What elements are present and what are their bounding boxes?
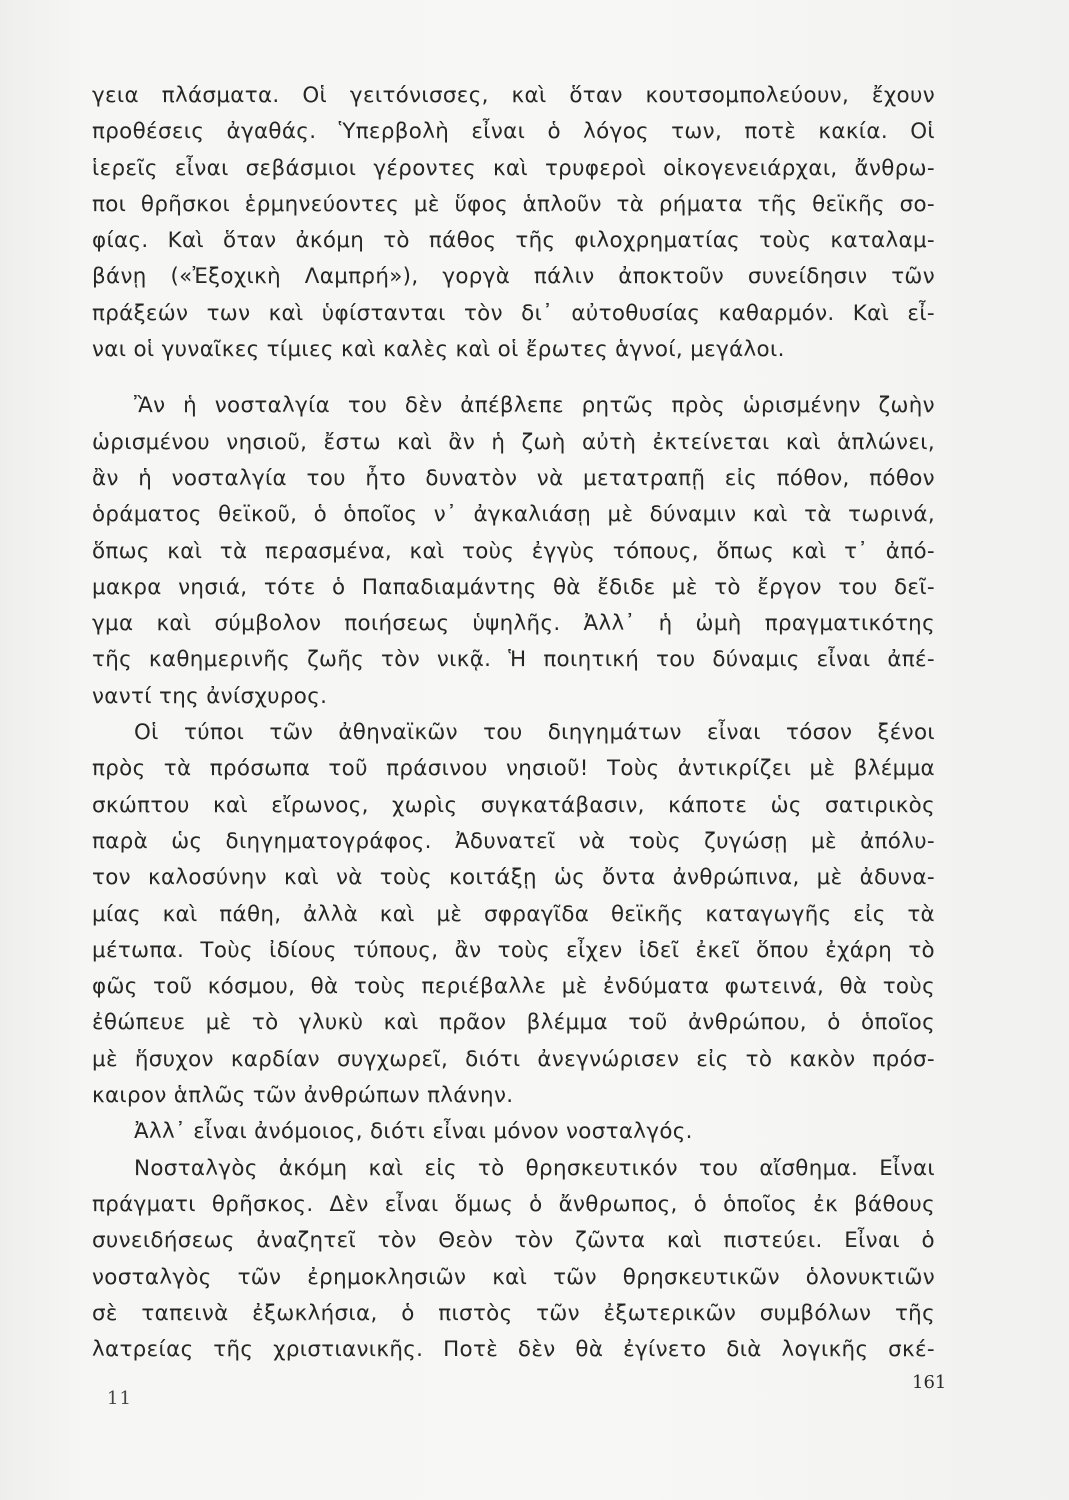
text-line: παρὰ ὡς διηγηματογράφος. Ἀδυνατεῖ νὰ τοὺς ζυγώσῃ μὲ ἀπόλυ- (92, 828, 935, 854)
text-line: ποι θρῆσκοι ἑρμηνεύοντες μὲ ὕφος ἁπλοῦν τὰ ρήματα τῆς θεϊκῆς σο- (92, 191, 935, 217)
text-line: ναι οἱ γυναῖκες τίμιες καὶ καλὲς καὶ οἱ ἔρωτες ἁγνοί, μεγάλοι. (92, 337, 785, 363)
text-line: ὁράματος θεϊκοῦ, ὁ ὁποῖος ν᾽ ἀγκαλιάσῃ μὲ δύναμιν καὶ τὰ τωρινά, (92, 502, 935, 528)
text-line: ὡρισμένου νησιοῦ, ἔστω καὶ ἂν ἡ ζωὴ αὐτὴ ἐκτείνεται καὶ ἁπλώνει, (92, 429, 935, 455)
text-line: ἐθώπευε μὲ τὸ γλυκὺ καὶ πρᾶον βλέμμα τοῦ ἀνθρώπου, ὁ ὁποῖος (92, 1010, 935, 1036)
text-line: τῆς καθημερινῆς ζωῆς τὸν νικᾷ. Ἡ ποιητική του δύναμις εἶναι ἀπέ- (92, 647, 935, 673)
text-line: σὲ ταπεινὰ ἐξωκλήσια, ὁ πιστὸς τῶν ἐξωτερικῶν συμβόλων τῆς (92, 1300, 935, 1326)
text-line: Ἀλλ᾽ εἶναι ἀνόμοιος, διότι εἶναι μόνον νοσταλγός. (134, 1119, 693, 1145)
text-line: πρὸς τὰ πρόσωπα τοῦ πράσινου νησιοῦ! Τοὺς ἀντικρίζει μὲ βλέμμα (92, 756, 935, 782)
page-number: 161 (912, 1372, 947, 1393)
text-line: μέτωπα. Τοὺς ἰδίους τύπους, ἂν τοὺς εἶχεν ἰδεῖ ἐκεῖ ὅπου ἐχάρη τὸ (92, 937, 935, 963)
text-line: Οἱ τύποι τῶν ἀθηναϊκῶν του διηγημάτων εἶναι τόσον ξένοι (134, 720, 935, 746)
text-line: καιρον ἁπλῶς τῶν ἀνθρώπων πλάνην. (92, 1083, 514, 1109)
text-line: γεια πλάσματα. Οἱ γειτόνισσες, καὶ ὅταν κουτσομπολεύουν, ἔχουν (92, 83, 935, 108)
text-line: συνειδήσεως ἀναζητεῖ τὸν Θεὸν τὸν ζῶντα καὶ πιστεύει. Εἶναι ὁ (92, 1228, 935, 1254)
text-line: φίας. Καὶ ὅταν ἀκόμη τὸ πάθος τῆς φιλοχρηματίας τοὺς καταλαμ- (92, 228, 935, 254)
text-line: ναντί της ἀνίσχυρος. (92, 683, 328, 709)
signature-mark: 11 (107, 1388, 132, 1409)
text-line: βάνῃ («Ἐξοχικὴ Λαμπρή»), γοργὰ πάλιν ἀποκτοῦν συνείδησιν τῶν (92, 264, 935, 290)
text-line: ἂν ἡ νοσταλγία του ἦτο δυνατὸν νὰ μετατραπῇ εἰς πόθον, πόθον (92, 465, 935, 491)
text-line: μὲ ἥσυχον καρδίαν συγχωρεῖ, διότι ἀνεγνώρισεν εἰς τὸ κακὸν πρόσ- (92, 1046, 935, 1072)
text-line: γμα καὶ σύμβολον ποιήσεως ὑψηλῆς. Ἀλλ᾽ ἡ ὠμὴ πραγματικότης (92, 611, 935, 637)
text-line: πράγματι θρῆσκος. Δὲν εἶναι ὅμως ὁ ἄνθρωπος, ὁ ὁποῖος ἐκ βάθους (92, 1191, 935, 1217)
paragraph-5 (92, 1151, 935, 1369)
paragraph-3 (92, 715, 935, 1114)
text-line: πράξεών των καὶ ὑφίστανται τὸν δι᾽ αὐτοθυσίας καθαρμόν. Καὶ εἶ- (92, 300, 935, 326)
text-line: μακρα νησιά, τότε ὁ Παπαδιαμάντης θὰ ἔδιδε μὲ τὸ ἔργον του δεῖ- (92, 574, 935, 600)
paragraph-2 (92, 388, 935, 715)
text-line: ὅπως καὶ τὰ περασμένα, καὶ τοὺς ἐγγὺς τόπους, ὅπως καὶ τ᾽ ἀπό- (92, 538, 935, 564)
text-line: προθέσεις ἀγαθάς. Ὑπερβολὴ εἶναι ὁ λόγος των, ποτὲ κακία. Οἱ (92, 119, 935, 145)
text-line: Νοσταλγὸς ἀκόμη καὶ εἰς τὸ θρησκευτικόν του αἴσθημα. Εἶναι (134, 1155, 935, 1181)
body-text (92, 78, 935, 1368)
text-line: φῶς τοῦ κόσμου, θὰ τοὺς περιέβαλλε μὲ ἐνδύματα φωτεινά, θὰ τοὺς (92, 974, 935, 1000)
paragraph-1 (92, 78, 935, 368)
paragraph-4 (92, 1114, 935, 1150)
text-line: ἱερεῖς εἶναι σεβάσμιοι γέροντες καὶ τρυφεροὶ οἰκογενειάρχαι, ἄνθρω- (92, 155, 935, 181)
text-line: Ἂν ἡ νοσταλγία του δὲν ἀπέβλεπε ρητῶς πρὸς ὡρισμένην ζωὴν (134, 393, 935, 419)
text-line: λατρείας τῆς χριστιανικῆς. Ποτὲ δὲν θὰ ἐγίνετο διὰ λογικῆς σκέ- (92, 1337, 935, 1363)
text-line: σκώπτου καὶ εἴρωνος, χωρὶς συγκατάβασιν, κάποτε ὡς σατιρικὸς (92, 792, 935, 818)
text-line: μίας καὶ πάθη, ἀλλὰ καὶ μὲ σφραγῖδα θεϊκῆς καταγωγῆς εἰς τὰ (92, 901, 935, 927)
text-line: τον καλοσύνην καὶ νὰ τοὺς κοιτάξῃ ὡς ὄντα ἀνθρώπινα, μὲ ἀδυνα- (92, 865, 935, 891)
text-line: νοσταλγὸς τῶν ἐρημοκλησιῶν καὶ τῶν θρησκευτικῶν ὁλονυκτιῶν (92, 1264, 935, 1290)
